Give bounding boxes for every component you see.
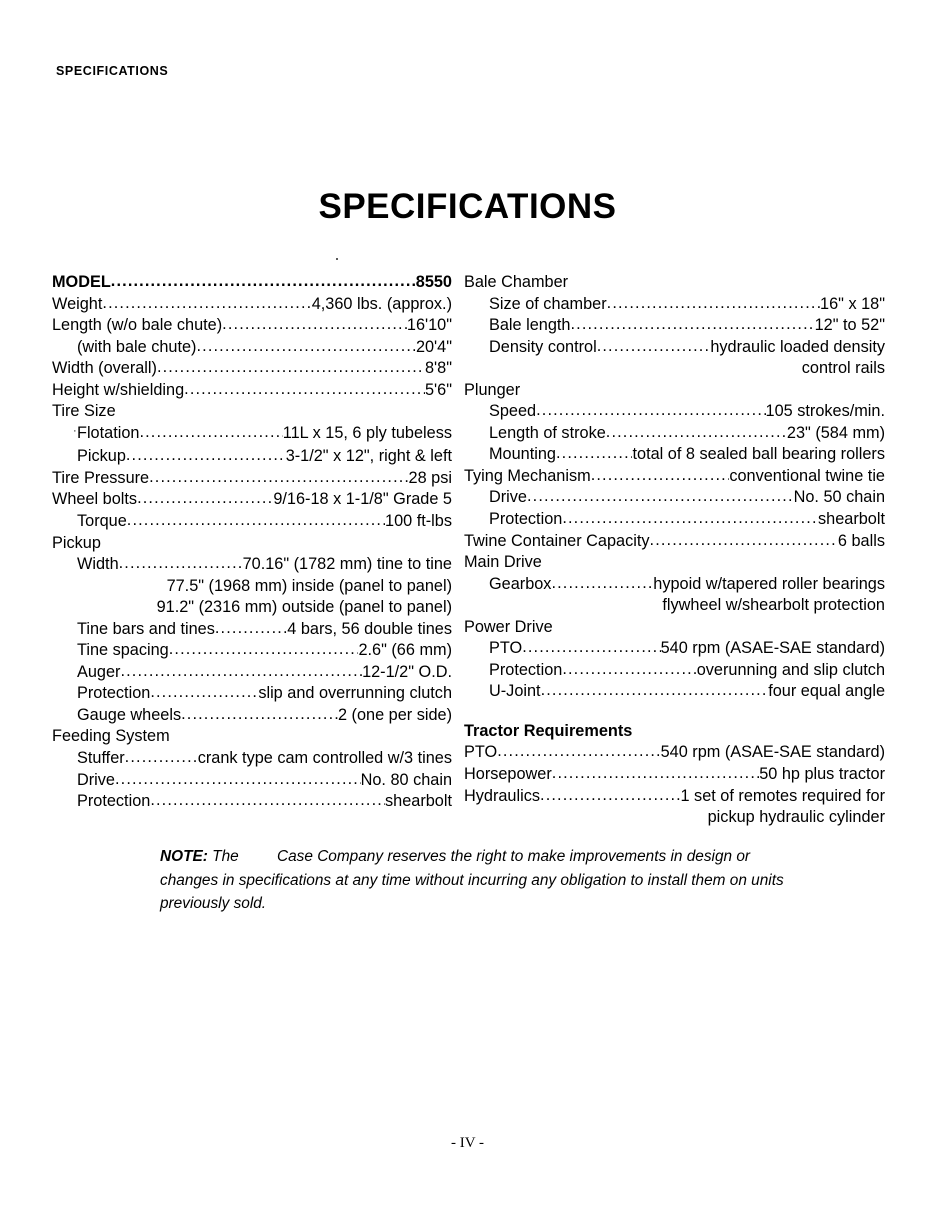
dot-leader	[591, 465, 730, 487]
spec-label: Gearbox	[489, 574, 552, 593]
spec-value: total of 8 sealed ball bearing rollers	[632, 445, 885, 464]
scan-speck	[336, 258, 338, 260]
dot-leader	[556, 443, 633, 465]
dot-leader	[522, 637, 660, 659]
spec-label: Pickup	[52, 533, 101, 552]
spec-value: 8550	[415, 273, 452, 291]
spec-continuation-line: flywheel w/shearbolt protection	[662, 596, 885, 615]
dot-leader	[102, 293, 311, 315]
spec-group-heading	[464, 272, 885, 294]
spec-value: conventional twine tie	[729, 466, 885, 485]
page-number: - IV -	[450, 1135, 485, 1151]
spec-label: Pickup	[77, 447, 126, 466]
spec-label: Protection	[489, 660, 563, 679]
dot-leader	[127, 510, 385, 532]
spec-value: 2 (one per side)	[337, 705, 452, 724]
dot-leader	[650, 530, 838, 552]
spec-row	[52, 272, 452, 294]
spec-continuation-line: 91.2" (2316 mm) outside (panel to panel)	[156, 598, 452, 617]
spec-value: 70.16" (1782 mm) tine to tine	[242, 555, 452, 574]
spec-row	[52, 748, 452, 770]
spec-label: Hydraulics	[464, 786, 541, 805]
spec-row	[464, 337, 885, 359]
spec-label: Tire Pressure	[52, 468, 150, 487]
spec-value: 50 hp plus tractor	[759, 765, 885, 784]
spec-label: Horsepower	[464, 765, 552, 784]
spec-label: Stuffer	[77, 749, 125, 768]
spec-row	[52, 468, 452, 490]
spec-label: Mounting	[489, 445, 556, 464]
running-header: SPECIFICATIONS	[56, 64, 169, 78]
dot-leader	[111, 271, 416, 293]
spec-row	[464, 574, 885, 596]
spec-value: 540 rpm (ASAE-SAE standard)	[660, 743, 885, 762]
dot-leader	[115, 769, 361, 791]
spec-value: 12-1/2" O.D.	[362, 662, 452, 681]
dot-leader	[527, 486, 794, 508]
spec-value: overunning and slip clutch	[696, 660, 885, 679]
spec-value: 4,360 lbs. (approx.)	[311, 294, 452, 313]
spec-label: Tire Size	[52, 402, 116, 421]
spec-value: 6 balls	[837, 531, 885, 550]
spec-row	[464, 423, 885, 445]
dot-leader	[541, 680, 769, 702]
spec-row	[52, 770, 452, 792]
spec-label: MODEL	[52, 273, 111, 291]
note-block	[160, 845, 785, 916]
dot-leader	[196, 336, 415, 358]
spec-row	[52, 446, 452, 468]
spec-subheading: Tractor Requirements	[464, 721, 633, 740]
spec-row	[464, 681, 885, 703]
dot-leader	[126, 445, 286, 467]
spec-row	[464, 315, 885, 337]
spec-row	[52, 358, 452, 380]
dot-leader	[222, 314, 407, 336]
spec-label: PTO	[464, 743, 498, 762]
note-body: Case Company reserves the right to make improvements in design or changes in specifications at any time without incurring any obligation to install them on units previously sold.	[160, 848, 784, 912]
spec-row	[52, 791, 452, 813]
left-spec-column	[52, 272, 452, 813]
spec-label: Protection	[77, 684, 151, 703]
spec-continuation-line: control rails	[801, 359, 885, 378]
spec-label: Wheel bolts	[52, 490, 138, 509]
dot-leader	[149, 467, 408, 489]
spec-label: ·Flotation	[73, 423, 140, 442]
spec-value: shearbolt	[385, 792, 452, 811]
dot-leader	[607, 293, 820, 315]
page-title: SPECIFICATIONS	[318, 187, 617, 227]
spec-label: Width	[77, 555, 119, 574]
spec-label: PTO	[489, 639, 523, 658]
spec-row	[464, 509, 885, 531]
spec-value: 1 set of remotes required for	[680, 786, 885, 805]
spec-label: Power Drive	[464, 617, 553, 636]
spec-value: four equal angle	[768, 682, 885, 701]
spec-label: Density control	[489, 337, 597, 356]
spec-row	[464, 444, 885, 466]
dot-leader	[606, 422, 787, 444]
spec-row	[464, 638, 885, 660]
spec-value: No. 80 chain	[360, 770, 452, 789]
spec-value: 16" x 18"	[820, 294, 885, 313]
dot-leader	[139, 422, 282, 444]
spec-value: 8'8"	[425, 359, 452, 378]
dot-leader	[597, 336, 711, 358]
spec-label: Height w/shielding	[52, 380, 185, 399]
spec-row	[464, 764, 885, 786]
spec-group-heading	[52, 726, 452, 748]
spec-label: Speed	[489, 402, 537, 421]
spec-value: 540 rpm (ASAE-SAE standard)	[660, 639, 885, 658]
spec-value: 3-1/2" x 12", right & left	[285, 447, 452, 466]
spec-label: Twine Container Capacity	[464, 531, 650, 550]
dot-leader	[570, 314, 814, 336]
spec-row	[464, 660, 885, 682]
spec-group-heading	[464, 380, 885, 402]
spec-label: Drive	[77, 770, 115, 789]
spec-value: 4 bars, 56 double tines	[287, 619, 452, 638]
dot-leader	[150, 682, 258, 704]
spec-value: 105 strokes/min.	[765, 402, 885, 421]
spec-value: 5'6"	[425, 380, 452, 399]
spec-row	[52, 294, 452, 316]
spec-label: Protection	[489, 510, 563, 529]
spec-label: (with bale chute)	[77, 337, 197, 356]
dot-leader	[551, 573, 653, 595]
spec-row	[52, 337, 452, 359]
spec-value: 9/16-18 x 1-1/8" Grade 5	[273, 490, 452, 509]
specifications-columns	[0, 272, 935, 827]
spec-row	[52, 423, 452, 447]
spec-group-heading	[464, 617, 885, 639]
spec-label: Gauge wheels	[77, 705, 182, 724]
spec-label: Length (w/o bale chute)	[52, 316, 223, 335]
dot-leader	[540, 785, 680, 807]
spec-value: 11L x 15, 6 ply tubeless	[282, 423, 452, 442]
spec-label: Torque	[77, 512, 127, 531]
spec-row	[464, 742, 885, 764]
spec-label: Tying Mechanism	[464, 466, 591, 485]
spec-row	[464, 531, 885, 553]
dot-leader	[552, 763, 759, 785]
spec-row	[52, 511, 452, 533]
spec-group-heading	[52, 401, 452, 423]
dot-leader	[119, 553, 243, 575]
spec-value: slip and overrunning clutch	[258, 684, 452, 703]
spec-row	[464, 487, 885, 509]
note-label: NOTE:	[160, 848, 208, 865]
spec-row	[52, 380, 452, 402]
dot-leader	[137, 488, 273, 510]
spec-label: Tine bars and tines	[77, 619, 215, 638]
spec-row	[52, 619, 452, 641]
spec-label: Length of stroke	[489, 423, 606, 442]
spec-value: No. 50 chain	[793, 488, 885, 507]
spec-row	[464, 294, 885, 316]
spec-value: hydraulic loaded density	[710, 337, 885, 356]
spec-label: Plunger	[464, 380, 521, 399]
spec-label: Size of chamber	[489, 294, 607, 313]
spec-label: Bale Chamber	[464, 273, 569, 291]
dot-leader	[562, 508, 818, 530]
dot-leader	[125, 747, 198, 769]
spec-value: 16'10"	[406, 316, 452, 335]
spec-label: Width (overall)	[52, 359, 157, 378]
dot-leader	[169, 639, 359, 661]
spec-row	[52, 705, 452, 727]
spec-continuation-line: pickup hydraulic cylinder	[707, 808, 885, 827]
note-lead: The	[212, 848, 239, 865]
dot-leader	[150, 790, 385, 812]
dot-leader	[562, 659, 696, 681]
spec-row	[464, 401, 885, 423]
spec-label: Auger	[77, 662, 121, 681]
spec-value: 23" (584 mm)	[786, 423, 885, 442]
spec-row	[52, 554, 452, 576]
spec-row	[52, 489, 452, 511]
spec-value: shearbolt	[818, 510, 885, 529]
spec-label: Drive	[489, 488, 527, 507]
dot-leader	[181, 704, 338, 726]
spec-label: Bale length	[489, 316, 571, 335]
spec-value: 12" to 52"	[814, 316, 885, 335]
spec-label: Feeding System	[52, 727, 170, 746]
spec-label: Protection	[77, 792, 151, 811]
dot-leader	[184, 379, 425, 401]
spec-value: 2.6" (66 mm)	[358, 641, 452, 660]
dot-leader	[215, 618, 287, 640]
spec-group-heading	[52, 533, 452, 555]
dot-leader	[497, 741, 660, 763]
dot-leader	[536, 400, 765, 422]
spec-label: U-Joint	[489, 682, 541, 701]
spec-row	[52, 640, 452, 662]
spec-label: Weight	[52, 294, 103, 313]
dot-leader	[120, 661, 362, 683]
spec-group-heading	[464, 552, 885, 574]
spec-continuation-line: 77.5" (1968 mm) inside (panel to panel)	[166, 576, 452, 595]
spec-label: Tine spacing	[77, 641, 169, 660]
spec-value: crank type cam controlled w/3 tines	[197, 749, 452, 768]
dot-leader	[157, 357, 425, 379]
spec-row	[464, 786, 885, 808]
spec-value: 20'4"	[415, 337, 452, 356]
spec-row	[52, 315, 452, 337]
spec-value: 28 psi	[408, 468, 452, 487]
spec-value: 100 ft-lbs	[385, 512, 452, 531]
right-spec-column	[464, 272, 885, 829]
spec-value: hypoid w/tapered roller bearings	[653, 574, 885, 593]
spec-row	[52, 662, 452, 684]
spec-row	[52, 683, 452, 705]
spec-label: Main Drive	[464, 553, 542, 572]
spec-row	[464, 466, 885, 488]
